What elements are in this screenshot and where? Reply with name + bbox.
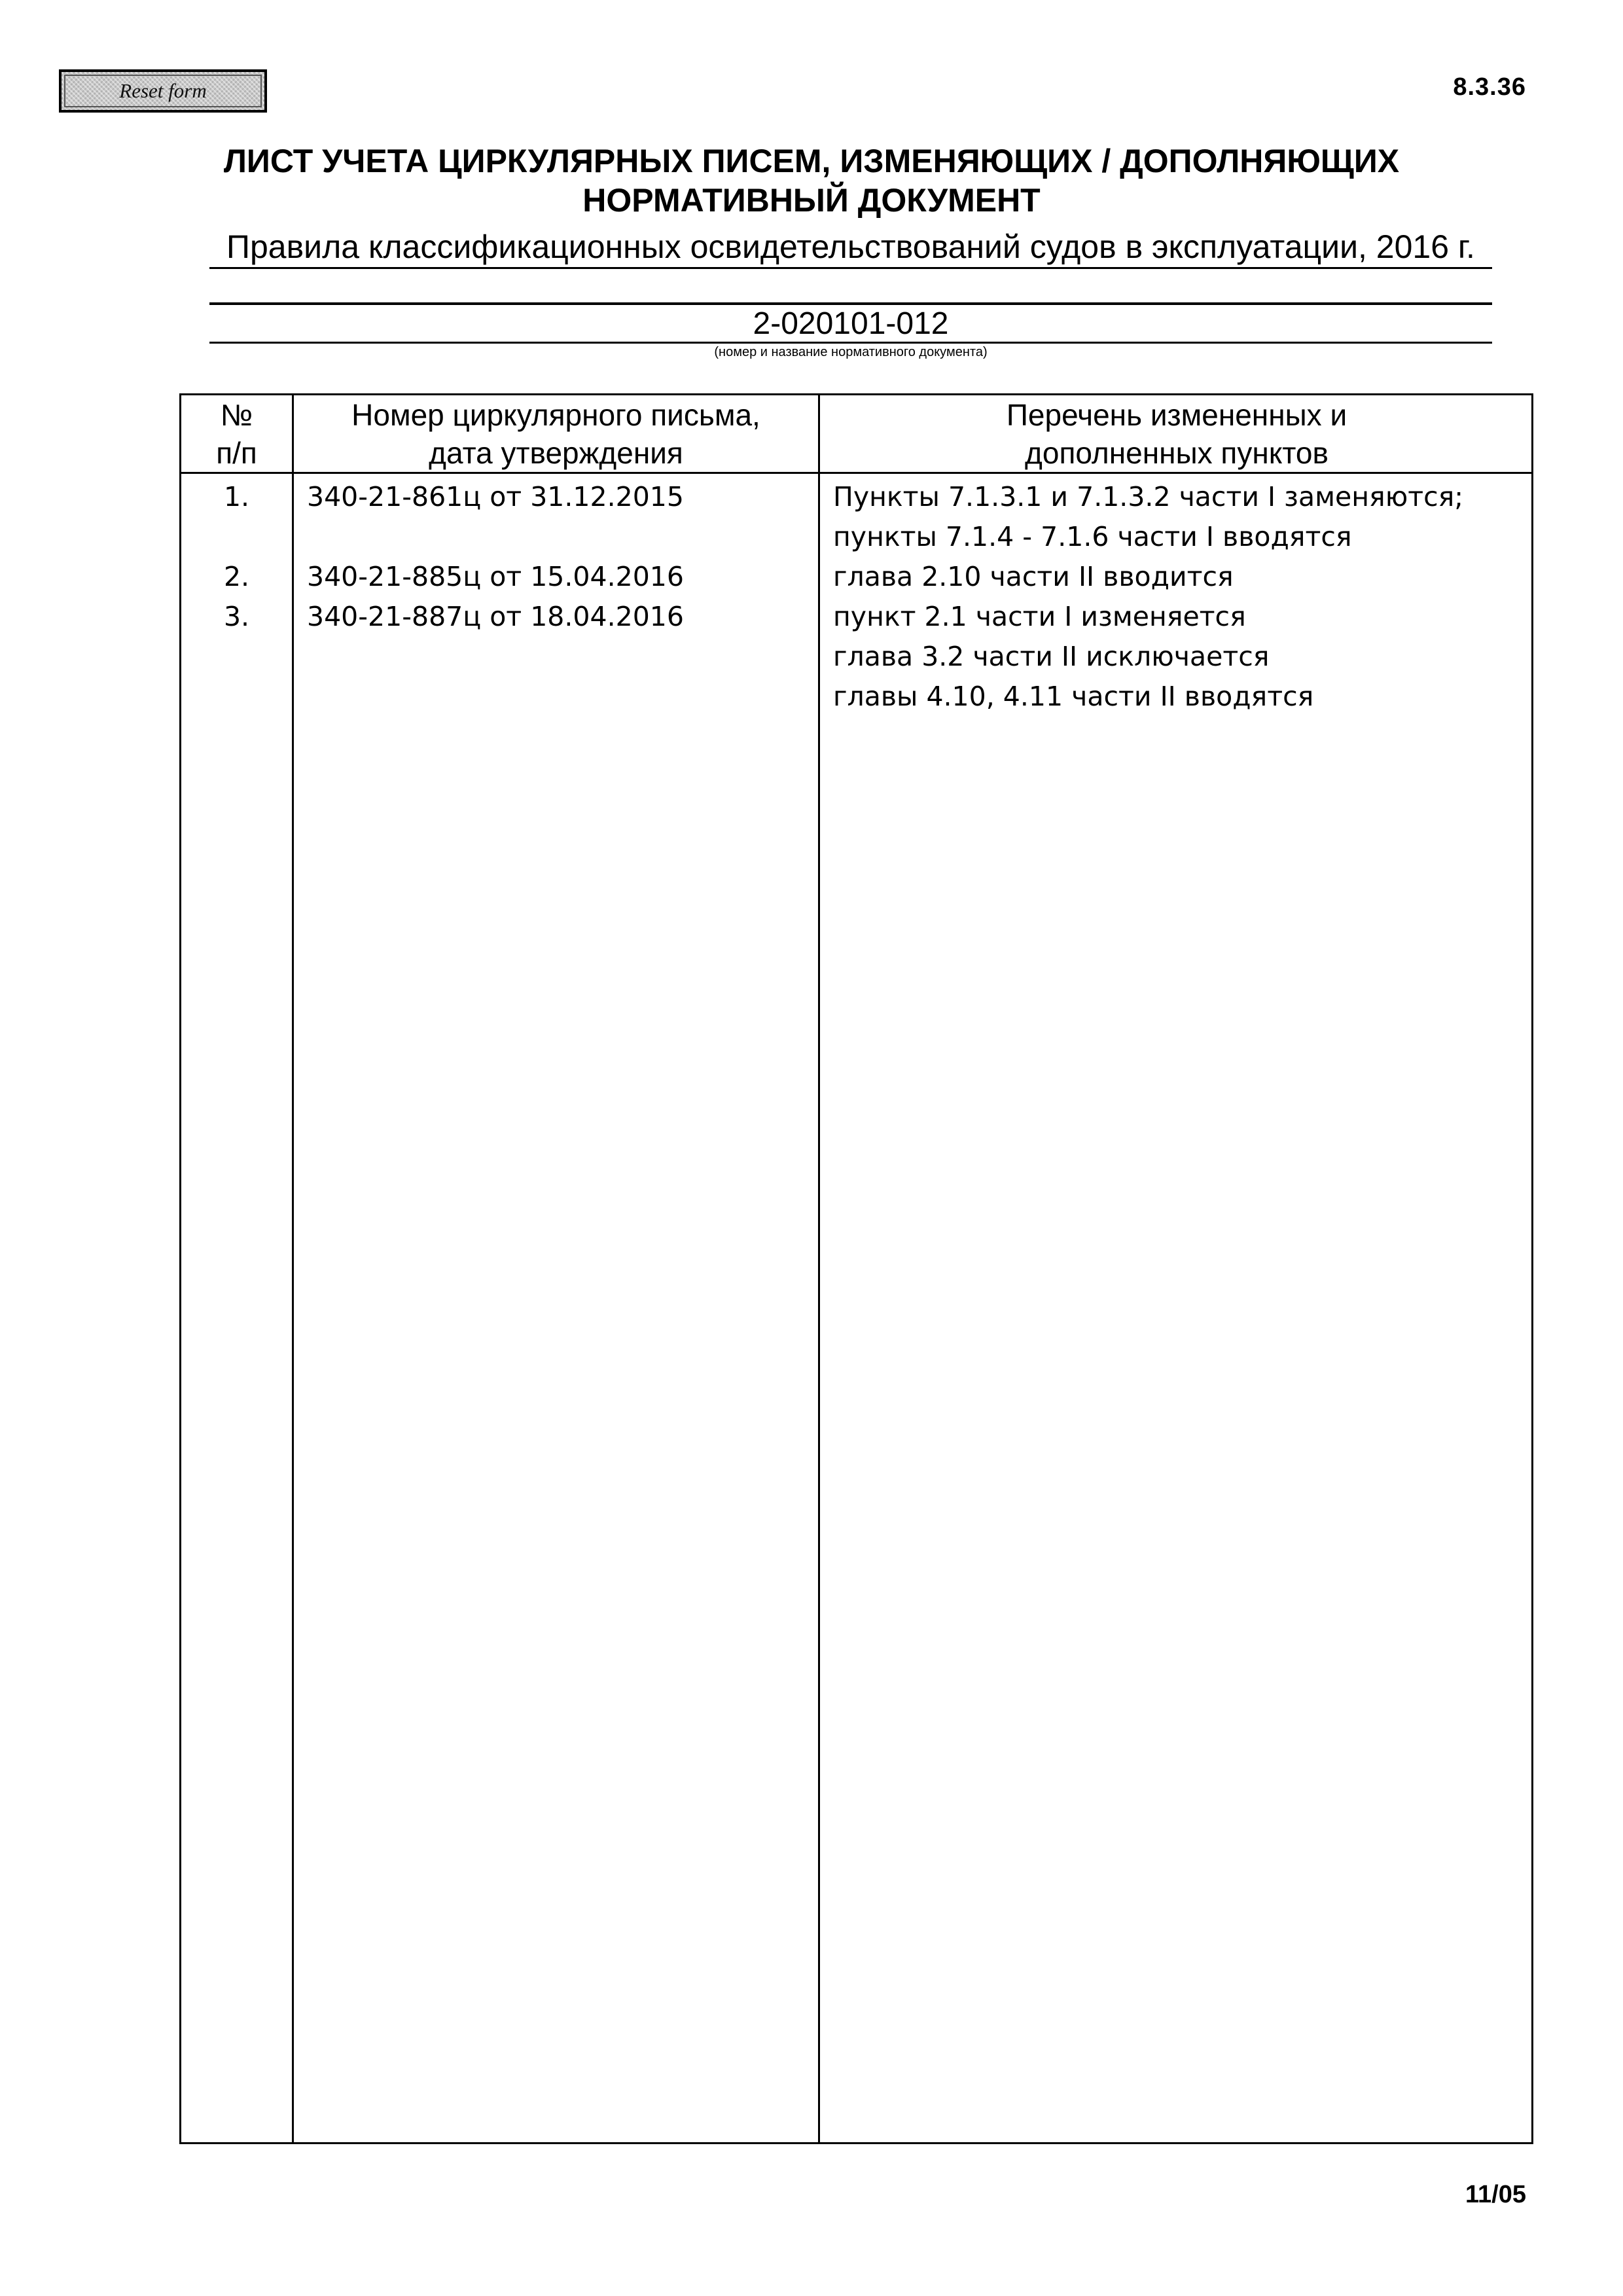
row-1-letter: 340-21-861ц от 31.12.2015 (307, 481, 684, 512)
header-changes (820, 395, 1533, 472)
column-divider (292, 395, 294, 2142)
header-letter-line-2: дата утверждения (429, 435, 683, 470)
row-3-letter: 340-21-887ц от 18.04.2016 (307, 601, 684, 632)
row-1-number: 1. (223, 481, 250, 512)
header-divider (181, 472, 1531, 474)
circular-letters-table (179, 393, 1533, 2144)
document-title-line-1: ЛИСТ УЧЕТА ЦИРКУЛЯРНЫХ ПИСЕМ, ИЗМЕНЯЮЩИХ / ДОПОЛНЯЮЩИХ (223, 143, 1400, 179)
normative-document-title: Правила классификационных освидетельствований судов в эксплуатации, 2016 г. (209, 226, 1492, 269)
header-changes-line-1: Перечень измененных и (1006, 397, 1347, 432)
document-title-line-2: НОРМАТИВНЫЙ ДОКУМЕНТ (582, 182, 1041, 219)
row-2-change-1: глава 2.10 части II вводится (833, 561, 1234, 592)
row-3-number: 3. (223, 601, 250, 632)
header-number-line-2: п/п (216, 435, 257, 470)
column-divider (818, 395, 820, 2142)
header-letter (294, 395, 818, 472)
row-3-change-1: пункт 2.1 части I изменяется (833, 601, 1246, 632)
row-3-change-3: главы 4.10, 4.11 части II вводятся (833, 681, 1314, 712)
document-number-caption: (номер и название нормативного документа) (714, 345, 988, 359)
row-1-change-2: пункты 7.1.4 - 7.1.6 части I вводятся (833, 521, 1352, 552)
document-number: 2-020101-012 (209, 305, 1492, 344)
row-2-number: 2. (223, 561, 250, 592)
row-1-change-1: Пункты 7.1.3.1 и 7.1.3.2 части I заменяются; (833, 481, 1464, 512)
header-changes-line-2: дополненных пунктов (1025, 435, 1329, 470)
reset-form-button[interactable]: Reset form (59, 69, 267, 113)
header-number (181, 395, 292, 472)
header-number-line-1: № (220, 397, 253, 432)
header-letter-line-1: Номер циркулярного письма, (351, 397, 760, 432)
row-2-letter: 340-21-885ц от 15.04.2016 (307, 561, 684, 592)
page-number: 11/05 (1465, 2181, 1526, 2208)
form-code: 8.3.36 (1453, 73, 1526, 101)
row-3-change-2: глава 3.2 части II исключается (833, 641, 1270, 672)
